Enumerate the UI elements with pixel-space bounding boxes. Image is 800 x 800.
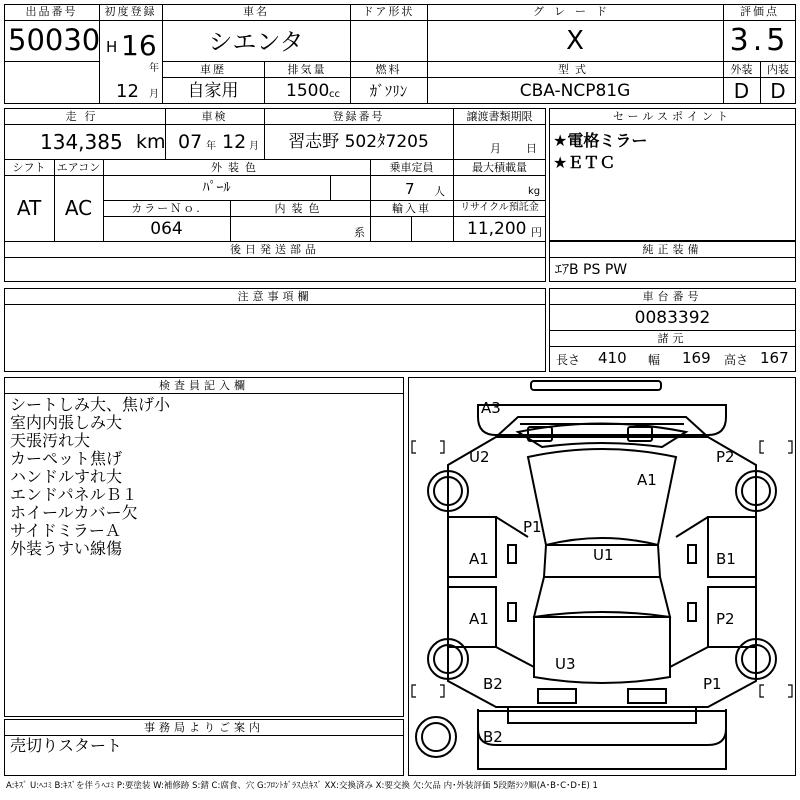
- legend: A:ｷｽﾞ U:ﾍｺﾐ B:ｷｽﾞを伴うﾍｺﾐ P:要塗装 W:補修跡 S:錆 C:腐食、穴 G:ﾌﾛﾝﾄｶﾞﾗｽ点ｷｽﾞ XX:交換済み X:要交換 欠:欠品 内･外装評価 5段階ﾗﾝｸ順(A･B･C･D･E) 1: [6, 781, 598, 791]
- grade-label: グレード: [533, 5, 617, 18]
- history-label: 車歴: [200, 63, 226, 76]
- shift: AT: [16, 196, 42, 220]
- plate-label: 登録番号: [332, 110, 385, 123]
- equipment-label: 純正装備: [642, 243, 703, 256]
- inspection-month: 12: [222, 131, 247, 153]
- inspector-note: 室内内張しみ大: [10, 413, 123, 432]
- mileage-label: 走行: [65, 110, 104, 123]
- sales-point-block: [549, 108, 796, 241]
- inspector-note: 天張汚れ大: [10, 431, 91, 450]
- damage-mark-p1-mid: P1: [523, 518, 542, 536]
- first-registration-label: 初度登録: [104, 5, 157, 18]
- score: 3.5: [729, 23, 790, 58]
- inspection-year-unit: 年: [206, 141, 216, 152]
- recycle-unit: 円: [531, 226, 542, 239]
- office-label: 事務局よりご案内: [144, 721, 264, 734]
- inspector-notes: [10, 396, 170, 558]
- damage-mark-u3: U3: [555, 655, 576, 673]
- chassis-number: 0083392: [634, 308, 711, 328]
- score-label: 評価点: [740, 5, 779, 18]
- inspection-label: 車検: [201, 110, 228, 123]
- damage-mark-u1: U1: [593, 546, 614, 564]
- displacement-label: 排気量: [287, 63, 327, 76]
- max-load-label: 最大積載量: [472, 161, 527, 174]
- car-name-label: 車名: [243, 5, 269, 18]
- damage-mark-p2-top: P2: [716, 448, 735, 466]
- sales-point-list: [553, 130, 647, 174]
- capacity-unit: 人: [434, 185, 445, 198]
- interior-grade: D: [770, 79, 786, 103]
- length: 410: [598, 349, 627, 367]
- inspection-month-unit: 月: [249, 141, 259, 152]
- height: 167: [760, 349, 789, 367]
- grade: X: [566, 26, 584, 56]
- equipment: ｴｱB PS PW: [555, 262, 628, 278]
- first-registration-year: 16: [121, 29, 157, 62]
- damage-mark-a1-left2: A1: [469, 610, 489, 628]
- month-unit: 月: [149, 89, 159, 100]
- inspector-note: サイドミラーＡ: [10, 521, 121, 540]
- width-label: 幅: [648, 353, 661, 367]
- width: 169: [682, 349, 711, 367]
- damage-mark-b1-right: B1: [716, 550, 736, 568]
- ac-label: エアコン: [56, 161, 101, 174]
- interior-color-label: 内装色: [274, 202, 326, 215]
- max-load-unit: kg: [528, 186, 541, 197]
- transfer-month-unit: 月: [490, 142, 501, 155]
- exterior-grade: D: [733, 79, 750, 103]
- notes-label: 注意事項欄: [237, 290, 313, 303]
- inspector-note: ハンドルすれ大: [10, 467, 123, 486]
- first-registration-month: 12: [116, 81, 139, 102]
- mileage: 134,385: [40, 130, 123, 154]
- inspector-note: ホイールカバー欠: [10, 503, 138, 522]
- damage-mark-b2-left: B2: [483, 675, 503, 693]
- history: 自家用: [187, 81, 239, 101]
- lot-number-label: 出品番号: [25, 5, 78, 18]
- model-code-label: 型式: [558, 63, 592, 76]
- interior-color-unit: 系: [354, 226, 365, 239]
- shift-label: シフト: [12, 161, 46, 174]
- damage-mark-b2-bottom: B2: [483, 728, 503, 746]
- length-label: 長さ: [556, 353, 581, 367]
- damage-mark-a1-left1: A1: [469, 550, 489, 568]
- inspector-note: 外装うすい線傷: [10, 539, 123, 558]
- car-diagram: [408, 377, 796, 776]
- sales-point-item: ★ＥＴＣ: [553, 153, 616, 172]
- year-unit: 年: [149, 63, 159, 74]
- exterior-color: ﾊﾟｰﾙ: [202, 180, 231, 196]
- transfer-deadline-label: 譲渡書類期限: [466, 110, 533, 123]
- plate-number: 習志野 502ﾀ7205: [288, 132, 429, 152]
- sales-point-label: セールスポイント: [612, 110, 732, 123]
- specs-label: 諸元: [657, 332, 688, 345]
- transfer-day-unit: 日: [526, 142, 537, 155]
- mileage-unit: km: [136, 131, 166, 153]
- damage-mark-p2-right: P2: [716, 610, 735, 628]
- door-shape-label: ドア形状: [362, 5, 415, 18]
- inspection-year: 07: [178, 131, 203, 153]
- inspector-note: カーペット焦げ: [10, 449, 123, 468]
- displacement: 1500: [286, 81, 330, 101]
- parts-later-label: 後日発送部品: [230, 243, 320, 256]
- fuel: ｶﾞｿﾘﾝ: [369, 82, 408, 100]
- model-code: CBA-NCP81G: [519, 81, 631, 101]
- capacity-label: 乗車定員: [389, 161, 434, 174]
- inspector-note: シートしみ大、焦げ小: [10, 395, 171, 414]
- damage-mark-a3: A3: [481, 399, 501, 417]
- ac: AC: [64, 196, 93, 220]
- damage-mark-u2: U2: [469, 448, 490, 466]
- sales-point-item: ★電格ミラー: [553, 131, 648, 150]
- recycle-fee: 11,200: [467, 219, 527, 239]
- damage-mark-p1-right: P1: [703, 675, 722, 693]
- car-name: シエンタ: [208, 28, 304, 56]
- era: H: [106, 38, 118, 56]
- exterior-grade-label: 外装: [730, 63, 753, 76]
- fuel-label: 燃料: [375, 63, 402, 76]
- inspector-note: エンドパネルＢ１: [10, 485, 138, 504]
- import-label: 輸入車: [392, 202, 431, 215]
- height-label: 高さ: [724, 353, 749, 367]
- color-number: 064: [150, 219, 183, 239]
- exterior-color-label: 外装色: [211, 161, 262, 174]
- displacement-unit: cc: [329, 89, 340, 100]
- recycle-label: リサイクル預託金: [460, 202, 539, 213]
- interior-grade-label: 内装: [767, 63, 789, 76]
- capacity: 7: [405, 180, 415, 198]
- lot-number: 50030: [8, 23, 101, 57]
- color-number-label: カラーＮｏ.: [131, 202, 202, 215]
- office-note: 売切りスタート: [10, 736, 123, 755]
- chassis-number-label: 車台番号: [642, 290, 703, 303]
- inspector-label: 検査員記入欄: [159, 379, 249, 392]
- damage-mark-a1-hood: A1: [637, 471, 657, 489]
